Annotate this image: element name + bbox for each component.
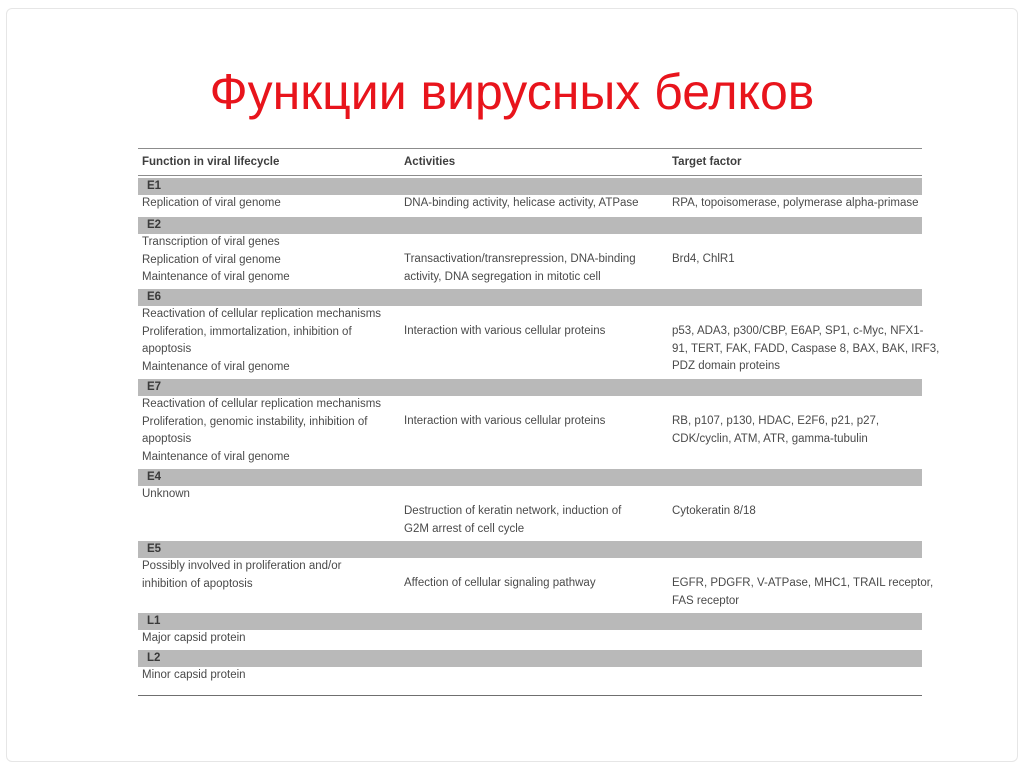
group-row-e5 [138,558,934,611]
function-line: Possibly involved in proliferation and/or [142,560,342,572]
target-line: EGFR, PDGFR, V-ATPase, MHC1, TRAIL receptor, [672,577,934,589]
header-function: Function in viral lifecycle [142,156,280,168]
target-line: RPA, topoisomerase, polymerase alpha-primase [672,197,919,209]
activity-line: Transactivation/transrepression, DNA-binding [404,253,636,265]
target-line: FAS receptor [672,594,740,607]
target-line: Brd4, ChlR1 [672,253,735,265]
group-row-e7 [138,396,922,467]
slide-title: Функции вирусных белков [209,64,815,120]
group-band-e7: E7 [138,379,922,396]
function-line: Transcription of viral genes [142,236,280,248]
activity-line: Affection of cellular signaling pathway [404,577,596,589]
group-band-l2: L2 [138,650,922,667]
function-line: Maintenance of viral genome [142,450,290,463]
activity-line: activity, DNA segregation in mitotic cell [404,270,601,283]
function-line: inhibition of apoptosis [142,577,253,590]
group-band-l1: L1 [138,613,922,630]
function-line: Proliferation, genomic instability, inhibition of [142,415,368,428]
function-line: Major capsid protein [142,632,246,644]
group-band-e5: E5 [138,541,922,558]
function-line: Minor capsid protein [142,669,246,681]
group-row-l2 [138,667,922,695]
activity-line: Destruction of keratin network, induction of [404,505,622,517]
function-line: Maintenance of viral genome [142,360,290,373]
target-line: Cytokeratin 8/18 [672,505,756,517]
target-line: CDK/cyclin, ATM, ATR, gamma-tubulin [672,432,868,445]
group-band-e1: E1 [138,178,922,195]
target-line: PDZ domain proteins [672,360,781,373]
function-line: Maintenance of viral genome [142,271,290,284]
protein-function-table [138,148,940,696]
function-line: apoptosis [142,343,192,356]
group-band-e6: E6 [138,289,922,306]
table-header-row [138,149,922,175]
activity-line: Interaction with various cellular proteins [404,325,606,337]
table-bottom-rule [138,695,922,696]
header-target: Target factor [672,156,742,168]
group-row-e6 [138,306,940,377]
group-row-e1 [138,195,922,215]
function-line: Reactivation of cellular replication mechanisms [142,398,382,410]
function-line: Replication of viral genome [142,197,281,209]
function-line: apoptosis [142,433,192,446]
group-row-l1 [138,630,922,648]
target-line: RB, p107, p130, HDAC, E2F6, p21, p27, [672,415,880,427]
activity-line: Interaction with various cellular proteins [404,415,606,427]
function-line: Unknown [142,488,190,500]
group-band-e2: E2 [138,217,922,234]
target-line: p53, ADA3, p300/CBP, E6AP, SP1, c-Myc, NFX1- [672,325,924,337]
function-line: Reactivation of cellular replication mechanisms [142,308,382,320]
function-line: Replication of viral genome [142,253,281,266]
table-header-rule [138,175,922,176]
group-row-e4 [138,486,922,539]
function-line: Proliferation, immortalization, inhibition of [142,325,352,338]
header-activities: Activities [404,156,456,168]
activity-line: DNA-binding activity, helicase activity, ATPase [404,197,639,209]
activity-line: G2M arrest of cell cycle [404,522,525,535]
group-row-e2 [138,234,922,287]
group-band-e4: E4 [138,469,922,486]
target-line: 91, TERT, FAK, FADD, Caspase 8, BAX, BAK, IRF3, [672,342,940,355]
